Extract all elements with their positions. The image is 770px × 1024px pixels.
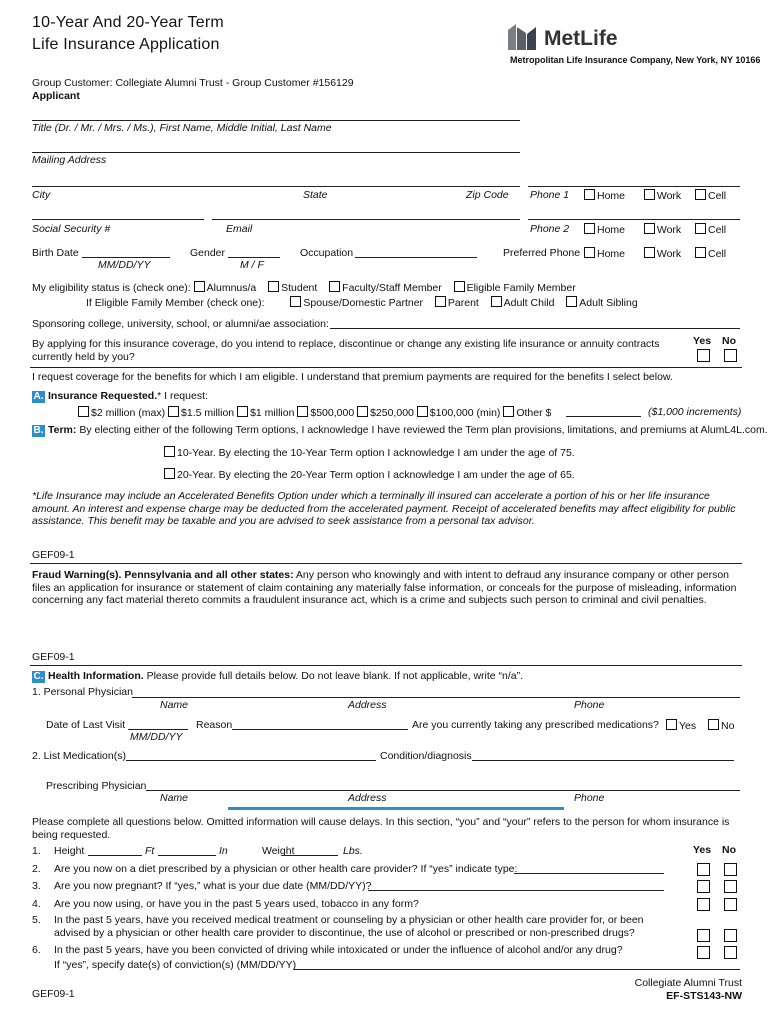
group-customer: Group Customer: Collegiate Alumni Trust - Group Customer #156129 bbox=[32, 77, 354, 89]
phone2-home-checkbox[interactable] bbox=[584, 223, 595, 234]
eligibility-faculty-checkbox[interactable] bbox=[329, 281, 340, 292]
physician-address-label: Address bbox=[348, 699, 387, 711]
q3-text: Are you now pregnant? If “yes,” what is your due date (MM/DD/YY)? bbox=[54, 880, 372, 892]
q5-yes-checkbox[interactable] bbox=[697, 929, 710, 942]
city-label: City bbox=[32, 189, 51, 201]
q3-line[interactable] bbox=[368, 890, 664, 891]
gender-format: M / F bbox=[240, 259, 264, 271]
q6-followup: If “yes”, specify date(s) of conviction(s) (MM/DD/YY) bbox=[54, 959, 297, 971]
form-code-2: GEF09-1 bbox=[32, 651, 75, 663]
section-a-badge: A. bbox=[33, 391, 44, 402]
blue-divider bbox=[228, 807, 564, 810]
occupation-line[interactable] bbox=[355, 257, 477, 258]
prescribed-options: Yes No bbox=[666, 719, 734, 732]
replace-question-line1: By applying for this insurance coverage, do you intend to replace, discontinue or change any existing life insurance or annuity contracts bbox=[32, 338, 660, 350]
form-title-line1: 10-Year And 20-Year Term bbox=[32, 14, 224, 31]
physician-phone-label: Phone bbox=[574, 699, 605, 711]
reason-line[interactable] bbox=[232, 729, 408, 730]
q6-number: 6. bbox=[32, 944, 41, 956]
q1-height-label: Height bbox=[54, 845, 85, 857]
increments-note: ($1,000 increments) bbox=[648, 406, 742, 418]
lbs-label: Lbs. bbox=[343, 845, 363, 857]
height-ft-line[interactable] bbox=[88, 855, 142, 856]
footer-trust: Collegiate Alumni Trust bbox=[634, 977, 742, 989]
medications-label: 2. List Medication(s) bbox=[32, 750, 126, 762]
reason-label: Reason bbox=[196, 719, 233, 731]
metlife-logo-mark-icon bbox=[508, 24, 538, 50]
medications-line[interactable] bbox=[126, 760, 376, 761]
phone2-work-checkbox[interactable] bbox=[644, 223, 655, 234]
phone2-line[interactable] bbox=[528, 219, 740, 220]
family-adult-child-checkbox[interactable] bbox=[491, 296, 502, 307]
q4-number: 4. bbox=[32, 898, 41, 910]
health-yes-header: Yes bbox=[693, 844, 712, 856]
eligibility-label: My eligibility status is (check one): bbox=[32, 282, 191, 294]
condition-line[interactable] bbox=[472, 760, 734, 761]
family-row: If Eligible Family Member (check one): Spouse/Domestic Partner Parent Adult Child Adult Sibling bbox=[86, 297, 638, 309]
q3-number: 3. bbox=[32, 880, 41, 892]
amount-other-checkbox[interactable] bbox=[503, 406, 514, 417]
condition-label: Condition/diagnosis bbox=[380, 750, 472, 762]
birth-date-label: Birth Date bbox=[32, 247, 79, 259]
term-10-option: 10-Year. By electing the 10-Year Term option I acknowledge I am under the age of 75. bbox=[164, 446, 575, 459]
section-b-badge: B. bbox=[33, 425, 44, 436]
phone2-label: Phone 2 bbox=[530, 223, 570, 235]
fraud-warning-label: Fraud Warning(s). Pennsylvania and all other states: bbox=[32, 569, 294, 581]
q6-text: In the past 5 years, have you been convicted of driving while intoxicated or under the influence of alcohol and/or any drug? bbox=[54, 944, 623, 956]
email-label: Email bbox=[226, 223, 253, 235]
family-parent-checkbox[interactable] bbox=[435, 296, 446, 307]
prescribing-phone-label: Phone bbox=[574, 792, 605, 804]
name-line[interactable] bbox=[32, 120, 520, 121]
metlife-logo bbox=[508, 24, 538, 53]
preferred-work-checkbox[interactable] bbox=[644, 247, 655, 258]
fraud-warning bbox=[32, 569, 744, 607]
personal-physician-label: 1. Personal Physician bbox=[32, 686, 133, 698]
amount-500k-checkbox[interactable] bbox=[297, 406, 308, 417]
amount-100k-checkbox[interactable] bbox=[417, 406, 428, 417]
term-20-option: 20-Year. By electing the 20-Year Term option I acknowledge I am under the age of 65. bbox=[164, 468, 575, 481]
q2-text: Are you now on a diet prescribed by a physician or other health care provider? If “yes” indicate type: bbox=[54, 863, 518, 875]
eligibility-row: My eligibility status is (check one): Alumnus/a Student Faculty/Staff Member Eligible Family Member bbox=[32, 282, 576, 294]
phone1-type: Home Work Cell bbox=[584, 189, 726, 202]
request-coverage-text: I request coverage for the benefits for which I am eligible. I understand that premium payments are required for the benefits I select below. bbox=[32, 371, 673, 383]
q2-line[interactable] bbox=[514, 873, 664, 874]
sponsoring-label: Sponsoring college, university, school, or alumni/ae association: bbox=[32, 318, 329, 330]
metlife-logo-text: MetLife bbox=[544, 27, 618, 50]
ft-label: Ft bbox=[145, 845, 155, 857]
prescribing-address-label: Address bbox=[348, 792, 387, 804]
amount-other-line[interactable] bbox=[566, 416, 641, 417]
last-visit-line[interactable] bbox=[128, 729, 188, 730]
amount-1-5m-checkbox[interactable] bbox=[168, 406, 179, 417]
replace-yes-label: Yes bbox=[693, 335, 712, 347]
zip-label: Zip Code bbox=[466, 189, 509, 201]
birth-date-line[interactable] bbox=[82, 257, 170, 258]
last-visit-label: Date of Last Visit bbox=[46, 719, 126, 731]
last-visit-format: MM/DD/YY bbox=[130, 731, 183, 743]
company-address: Metropolitan Life Insurance Company, New York, NY 10166 bbox=[510, 55, 761, 65]
preferred-home-checkbox[interactable] bbox=[584, 247, 595, 258]
weight-line[interactable] bbox=[282, 855, 338, 856]
term-10-checkbox[interactable] bbox=[164, 446, 175, 457]
replace-no-checkbox[interactable] bbox=[724, 349, 737, 362]
state-label: State bbox=[303, 189, 328, 201]
divider bbox=[30, 665, 742, 666]
birth-date-format: MM/DD/YY bbox=[98, 259, 151, 271]
physician-name-label: Name bbox=[160, 699, 189, 711]
term-text: By electing either of the following Term options, I acknowledge I have reviewed the Term plan provisions, limitations, and premiums at AlumL4L.com. bbox=[79, 424, 768, 436]
amount-250k-checkbox[interactable] bbox=[357, 406, 368, 417]
preferred-phone-label: Preferred Phone bbox=[503, 247, 581, 259]
divider bbox=[30, 563, 742, 564]
ssn-label: Social Security # bbox=[32, 223, 111, 235]
q5-text: In the past 5 years, have you received medical treatment or counseling by a physician or other health care provider for, or been advised by a physician or other health care provider to discontinue, the use of alcohol or prescribed or non-prescribed drugs? bbox=[54, 914, 644, 939]
footer-form-code: GEF09-1 bbox=[32, 988, 75, 1000]
prescribing-physician-line[interactable] bbox=[146, 790, 740, 791]
form-title-line2: Life Insurance Application bbox=[32, 36, 220, 53]
phone1-home-checkbox[interactable] bbox=[584, 189, 595, 200]
q5-no-checkbox[interactable] bbox=[724, 929, 737, 942]
q4-no-checkbox[interactable] bbox=[724, 898, 737, 911]
q6-no-checkbox[interactable] bbox=[724, 946, 737, 959]
q2-no-checkbox[interactable] bbox=[724, 863, 737, 876]
gender-line[interactable] bbox=[228, 257, 280, 258]
form-code-1: GEF09-1 bbox=[32, 549, 75, 561]
q6-followup-line[interactable] bbox=[294, 969, 740, 970]
family-spouse-checkbox[interactable] bbox=[290, 296, 301, 307]
preferred-phone-type: Home Work Cell bbox=[584, 247, 726, 260]
name-label: Title (Dr. / Mr. / Mrs. / Ms.), First Name, Middle Initial, Last Name bbox=[32, 122, 332, 134]
mailing-address-line[interactable] bbox=[32, 152, 520, 153]
preferred-cell-checkbox[interactable] bbox=[695, 247, 706, 258]
city-state-zip-line[interactable] bbox=[32, 186, 520, 187]
eligibility-family-checkbox[interactable] bbox=[454, 281, 465, 292]
phone1-label: Phone 1 bbox=[530, 189, 570, 201]
prescribed-question: Are you currently taking any prescribed medications? bbox=[412, 719, 659, 731]
q4-text: Are you now using, or have you in the past 5 years used, tobacco in any form? bbox=[54, 898, 419, 910]
q3-no-checkbox[interactable] bbox=[724, 880, 737, 893]
prescribed-no-checkbox[interactable] bbox=[708, 719, 719, 730]
personal-physician-line[interactable] bbox=[132, 697, 740, 698]
section-c-badge: C. bbox=[33, 671, 44, 682]
phone1-cell-checkbox[interactable] bbox=[695, 189, 706, 200]
divider bbox=[30, 367, 742, 368]
amount-options: $2 million (max) $1.5 million $1 million $500,000 $250,000 $100,000 (min) Other $ bbox=[78, 406, 551, 419]
q6-yes-checkbox[interactable] bbox=[697, 946, 710, 959]
replace-no-label: No bbox=[722, 335, 736, 347]
q4-yes-checkbox[interactable] bbox=[697, 898, 710, 911]
gender-label: Gender bbox=[190, 247, 226, 259]
family-label: If Eligible Family Member (check one): bbox=[86, 297, 265, 309]
q1-number: 1. bbox=[32, 845, 41, 857]
health-no-header: No bbox=[722, 844, 736, 856]
term-20-checkbox[interactable] bbox=[164, 468, 175, 479]
occupation-label: Occupation bbox=[300, 247, 354, 259]
footer-form-id: EF-STS143-NW bbox=[666, 990, 742, 1002]
phone1-line[interactable] bbox=[528, 186, 740, 187]
weight-label: Weight bbox=[262, 845, 295, 857]
section-c-heading: C. Health Information. Please provide full details below. Do not leave blank. If not applicable, write “n/a”. bbox=[33, 670, 524, 682]
phone2-cell-checkbox[interactable] bbox=[695, 223, 706, 234]
amount-1m-checkbox[interactable] bbox=[237, 406, 248, 417]
q2-number: 2. bbox=[32, 863, 41, 875]
prescribing-name-label: Name bbox=[160, 792, 189, 804]
eligibility-student-checkbox[interactable] bbox=[268, 281, 279, 292]
phone1-work-checkbox[interactable] bbox=[644, 189, 655, 200]
accelerated-benefits-footnote: *Life Insurance may include an Accelerated Benefits Option under which a terminally ill insured can accelerate a portion of his or her life insurance amount. An interest and expense charge may be deducted from the accelerated payment. Receipt of accelerated benefits may affect eligibility for public assistance. This benefit may be taxable and you are advised to seek assistance from a personal tax advisor. bbox=[32, 490, 736, 527]
in-label: In bbox=[219, 845, 228, 857]
section-b-heading: B. Term: By electing either of the following Term options, I acknowledge I have reviewed the Term plan provisions, limitations, and premiums at AlumL4L.com. bbox=[33, 424, 768, 436]
eligibility-alumnus-checkbox[interactable] bbox=[194, 281, 205, 292]
applicant-heading: Applicant bbox=[32, 90, 80, 102]
height-in-line[interactable] bbox=[158, 855, 216, 856]
q3-yes-checkbox[interactable] bbox=[697, 880, 710, 893]
ssn-line[interactable] bbox=[32, 219, 204, 220]
q5-number: 5. bbox=[32, 914, 41, 926]
q2-yes-checkbox[interactable] bbox=[697, 863, 710, 876]
section-a-heading: A. Insurance Requested.* I request: bbox=[33, 390, 208, 402]
fraud-warning-text: Any person who knowingly and with intent to defraud any insurance company or other person files an application for insurance or statement of claim containing any materially false information, or conceals for the purpose of misleading, information concerning any fact material thereto commits a fraudulent insurance act, which is a crime and subjects such person to criminal and civil penalties. bbox=[32, 569, 737, 606]
phone2-type: Home Work Cell bbox=[584, 223, 726, 236]
prescribing-physician-label: Prescribing Physician bbox=[46, 780, 147, 792]
complete-instructions: Please complete all questions below. Omitted information will cause delays. In this section, “you” and “your” refers to the person for whom insurance is being requested. bbox=[32, 816, 730, 841]
prescribed-yes-checkbox[interactable] bbox=[666, 719, 677, 730]
family-adult-sibling-checkbox[interactable] bbox=[566, 296, 577, 307]
email-line[interactable] bbox=[212, 219, 520, 220]
replace-question-line2: currently held by you? bbox=[32, 351, 135, 363]
amount-2m-checkbox[interactable] bbox=[78, 406, 89, 417]
replace-yes-checkbox[interactable] bbox=[697, 349, 710, 362]
sponsoring-line[interactable] bbox=[330, 328, 740, 329]
mailing-address-label: Mailing Address bbox=[32, 154, 107, 166]
